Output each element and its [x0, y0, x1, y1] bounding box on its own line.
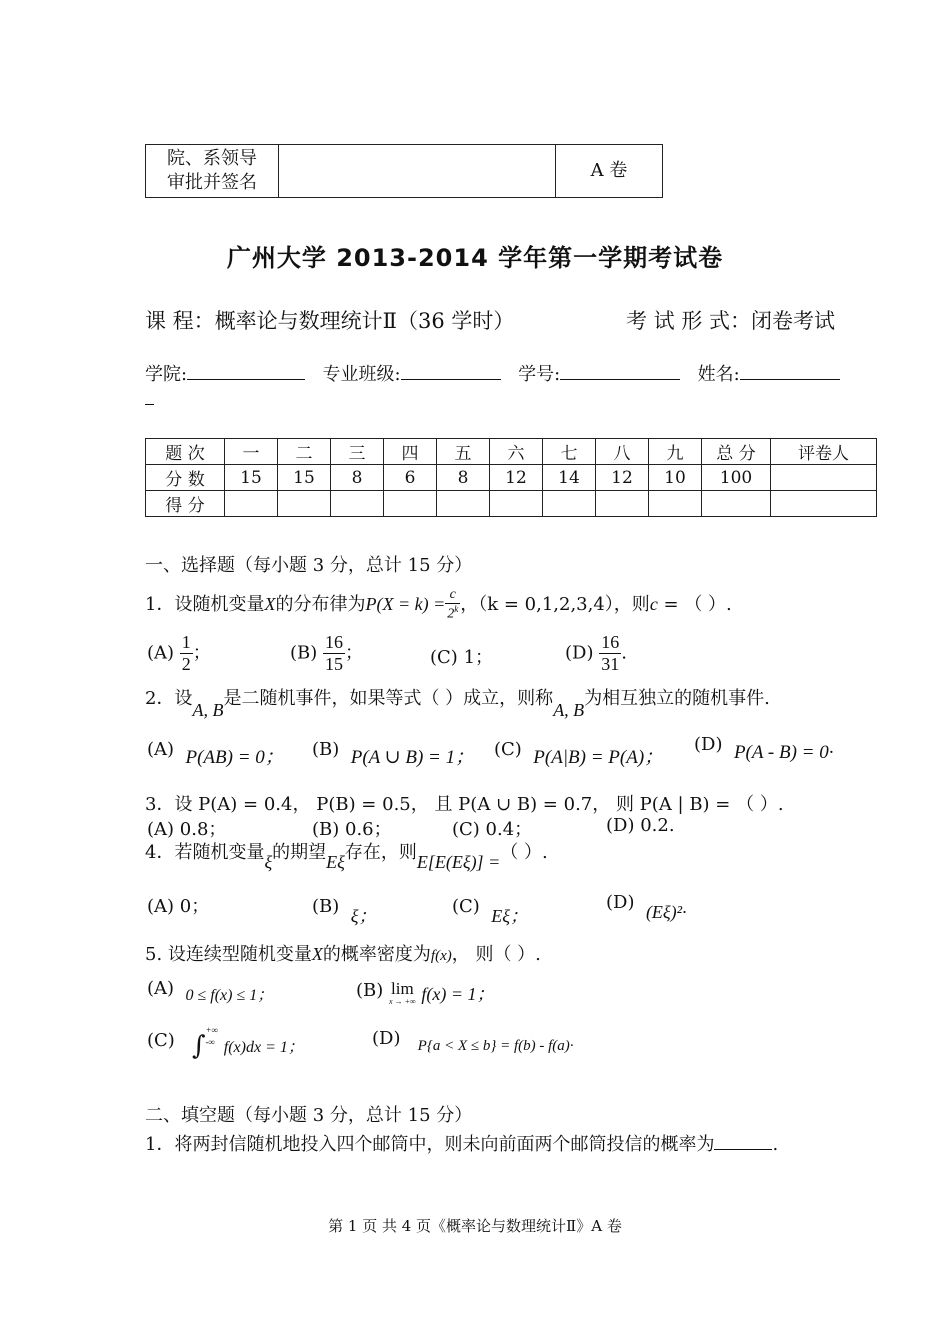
q3-option-c[interactable]: (C) 0.4；: [452, 819, 533, 840]
question-5: 5. 设连续型随机变量X的概率密度为f(x)， 则（ ）.: [145, 944, 541, 965]
score-points-row: [146, 465, 877, 491]
section1-heading: 一、选择题（每小题 3 分，总计 15 分）: [145, 555, 473, 576]
question-4: 4．若随机变量ξ的期望Eξ存在，则E[E(Eξ)] =（ ）.: [145, 842, 548, 872]
q4-option-b[interactable]: (B) ξ；: [312, 896, 377, 926]
score-points: 12: [596, 465, 649, 491]
score-earned-row: [146, 491, 877, 517]
integral-sign: ∫: [192, 1031, 206, 1061]
page-footer: 第 1 页 共 4 页《概率论与数理统计Ⅱ》A 卷: [328, 1217, 622, 1235]
exam-form-value: 闭卷考试: [751, 309, 836, 333]
class-label: 专业班级:: [322, 364, 401, 385]
score-earned-cell[interactable]: [490, 491, 543, 517]
approval-label: 院、系领导 审批并签名: [146, 145, 279, 198]
score-earned-cell[interactable]: [596, 491, 649, 517]
score-header-row: [146, 439, 877, 465]
score-col: 三: [331, 439, 384, 465]
score-earned-cell[interactable]: [225, 491, 278, 517]
q1-option-d[interactable]: (D) $\frac{16}{31}$ .: [565, 632, 627, 674]
score-points: 8: [331, 465, 384, 491]
q2-option-a[interactable]: (A) P(AB) = 0；: [147, 739, 284, 768]
score-col: 四: [384, 439, 437, 465]
name-input-continuation: [145, 404, 154, 405]
score-col: 八: [596, 439, 649, 465]
score-col: 总 分: [702, 439, 771, 465]
score-earned-cell[interactable]: [771, 491, 877, 517]
score-points: 12: [490, 465, 543, 491]
q4-option-c[interactable]: (C) Eξ；: [452, 896, 528, 926]
q2-option-c[interactable]: (C) P(A|B) = P(A)；: [494, 739, 664, 768]
score-earned-cell[interactable]: [331, 491, 384, 517]
course-line: [145, 305, 514, 335]
q5-option-b[interactable]: (B) lim x → +∞ f(x) = 1；: [356, 979, 495, 1006]
score-points: 6: [384, 465, 437, 491]
score-earned-cell[interactable]: [702, 491, 771, 517]
score-header-label: 题 次: [146, 439, 225, 465]
score-points: 8: [437, 465, 490, 491]
score-earned-cell[interactable]: [543, 491, 596, 517]
id-input[interactable]: [560, 363, 680, 380]
score-col: 五: [437, 439, 490, 465]
paper-version: A 卷: [556, 145, 663, 198]
score-col: 七: [543, 439, 596, 465]
score-points: 15: [278, 465, 331, 491]
score-col: 九: [649, 439, 702, 465]
q1-option-b[interactable]: (B) $\frac{16}{15}$ ；: [290, 632, 364, 674]
q3-option-b[interactable]: (B) 0.6；: [312, 819, 392, 840]
course-name: 概率论与数理统计Ⅱ（36 学时）: [214, 309, 515, 333]
score-col: 一: [225, 439, 278, 465]
student-info: [145, 360, 840, 386]
q5-option-d[interactable]: (D) $_{P\{a < X \le b\} = f(b) - f(a)\cdot}$: [372, 1028, 574, 1054]
score-col: 评卷人: [771, 439, 877, 465]
q1-option-c[interactable]: (C) 1；: [430, 647, 494, 668]
score-earned-cell[interactable]: [437, 491, 490, 517]
exam-title: 广州大学 2013-2014 学年第一学期考试卷: [226, 244, 724, 272]
score-points: [771, 465, 877, 491]
score-points: 14: [543, 465, 596, 491]
q1-option-a[interactable]: (A) $\frac{1}{2}$ ；: [147, 632, 211, 674]
name-input[interactable]: [740, 363, 840, 380]
signature-field[interactable]: [279, 145, 556, 198]
q5-option-c[interactable]: (C) ∫ +∞ -∞ f(x)dx = 1；: [147, 1025, 304, 1061]
score-points: 10: [649, 465, 702, 491]
score-earned-cell[interactable]: [384, 491, 437, 517]
section2-heading: 二、填空题（每小题 3 分，总计 15 分）: [145, 1105, 473, 1126]
score-earned-cell[interactable]: [278, 491, 331, 517]
score-table: [145, 438, 877, 517]
score-points: 15: [225, 465, 278, 491]
exam-form: [626, 305, 835, 335]
score-earned-label: 得 分: [146, 491, 225, 517]
question-3: 3．设 P(A) = 0.4， P(B) = 0.5， 且 P(A ∪ B) = 0.7， 则 P(A | B) = （ ）.: [145, 794, 784, 815]
question-1: 1．设随机变量X的分布律为P(X = k) = $\frac{c}{2^k}$ ，（k = 0,1,2,3,4），则c = （ ）.: [145, 587, 732, 622]
q4-option-d[interactable]: (D) (Eξ)²·: [606, 892, 687, 922]
id-label: 学号:: [518, 364, 561, 385]
score-earned-cell[interactable]: [649, 491, 702, 517]
exam-form-label: 考 试 形 式：: [626, 309, 752, 333]
class-input[interactable]: [401, 363, 501, 380]
q3-option-d[interactable]: (D) 0.2.: [606, 815, 675, 836]
name-label: 姓名:: [697, 364, 740, 385]
fill-question-1: 1．将两封信随机地投入四个邮筒中，则未向前面两个邮筒投信的概率为 .: [145, 1130, 778, 1156]
score-col: 二: [278, 439, 331, 465]
q1-fraction: $\frac{c}{2^k}$: [447, 587, 459, 622]
q2-option-b[interactable]: (B) P(A ∪ B) = 1；: [312, 739, 475, 768]
score-points: 100: [702, 465, 771, 491]
approval-table: [145, 144, 663, 198]
fill-answer-1[interactable]: [714, 1131, 772, 1150]
q2-option-d[interactable]: (D) P(A - B) = 0·: [694, 734, 834, 763]
q5-option-a[interactable]: (A) 0 ≤ f(x) ≤ 1；: [147, 978, 274, 1004]
q3-option-a[interactable]: (A) 0.8；: [147, 819, 227, 840]
college-input[interactable]: [187, 363, 305, 380]
college-label: 学院:: [145, 364, 188, 385]
score-points-label: 分 数: [146, 465, 225, 491]
score-col: 六: [490, 439, 543, 465]
question-2: 2．设A, B是二随机事件，如果等式（ ）成立，则称A, B为相互独立的随机事件.: [145, 688, 770, 720]
q4-option-a[interactable]: (A) 0；: [147, 896, 210, 917]
course-label: 课 程：: [145, 309, 215, 333]
